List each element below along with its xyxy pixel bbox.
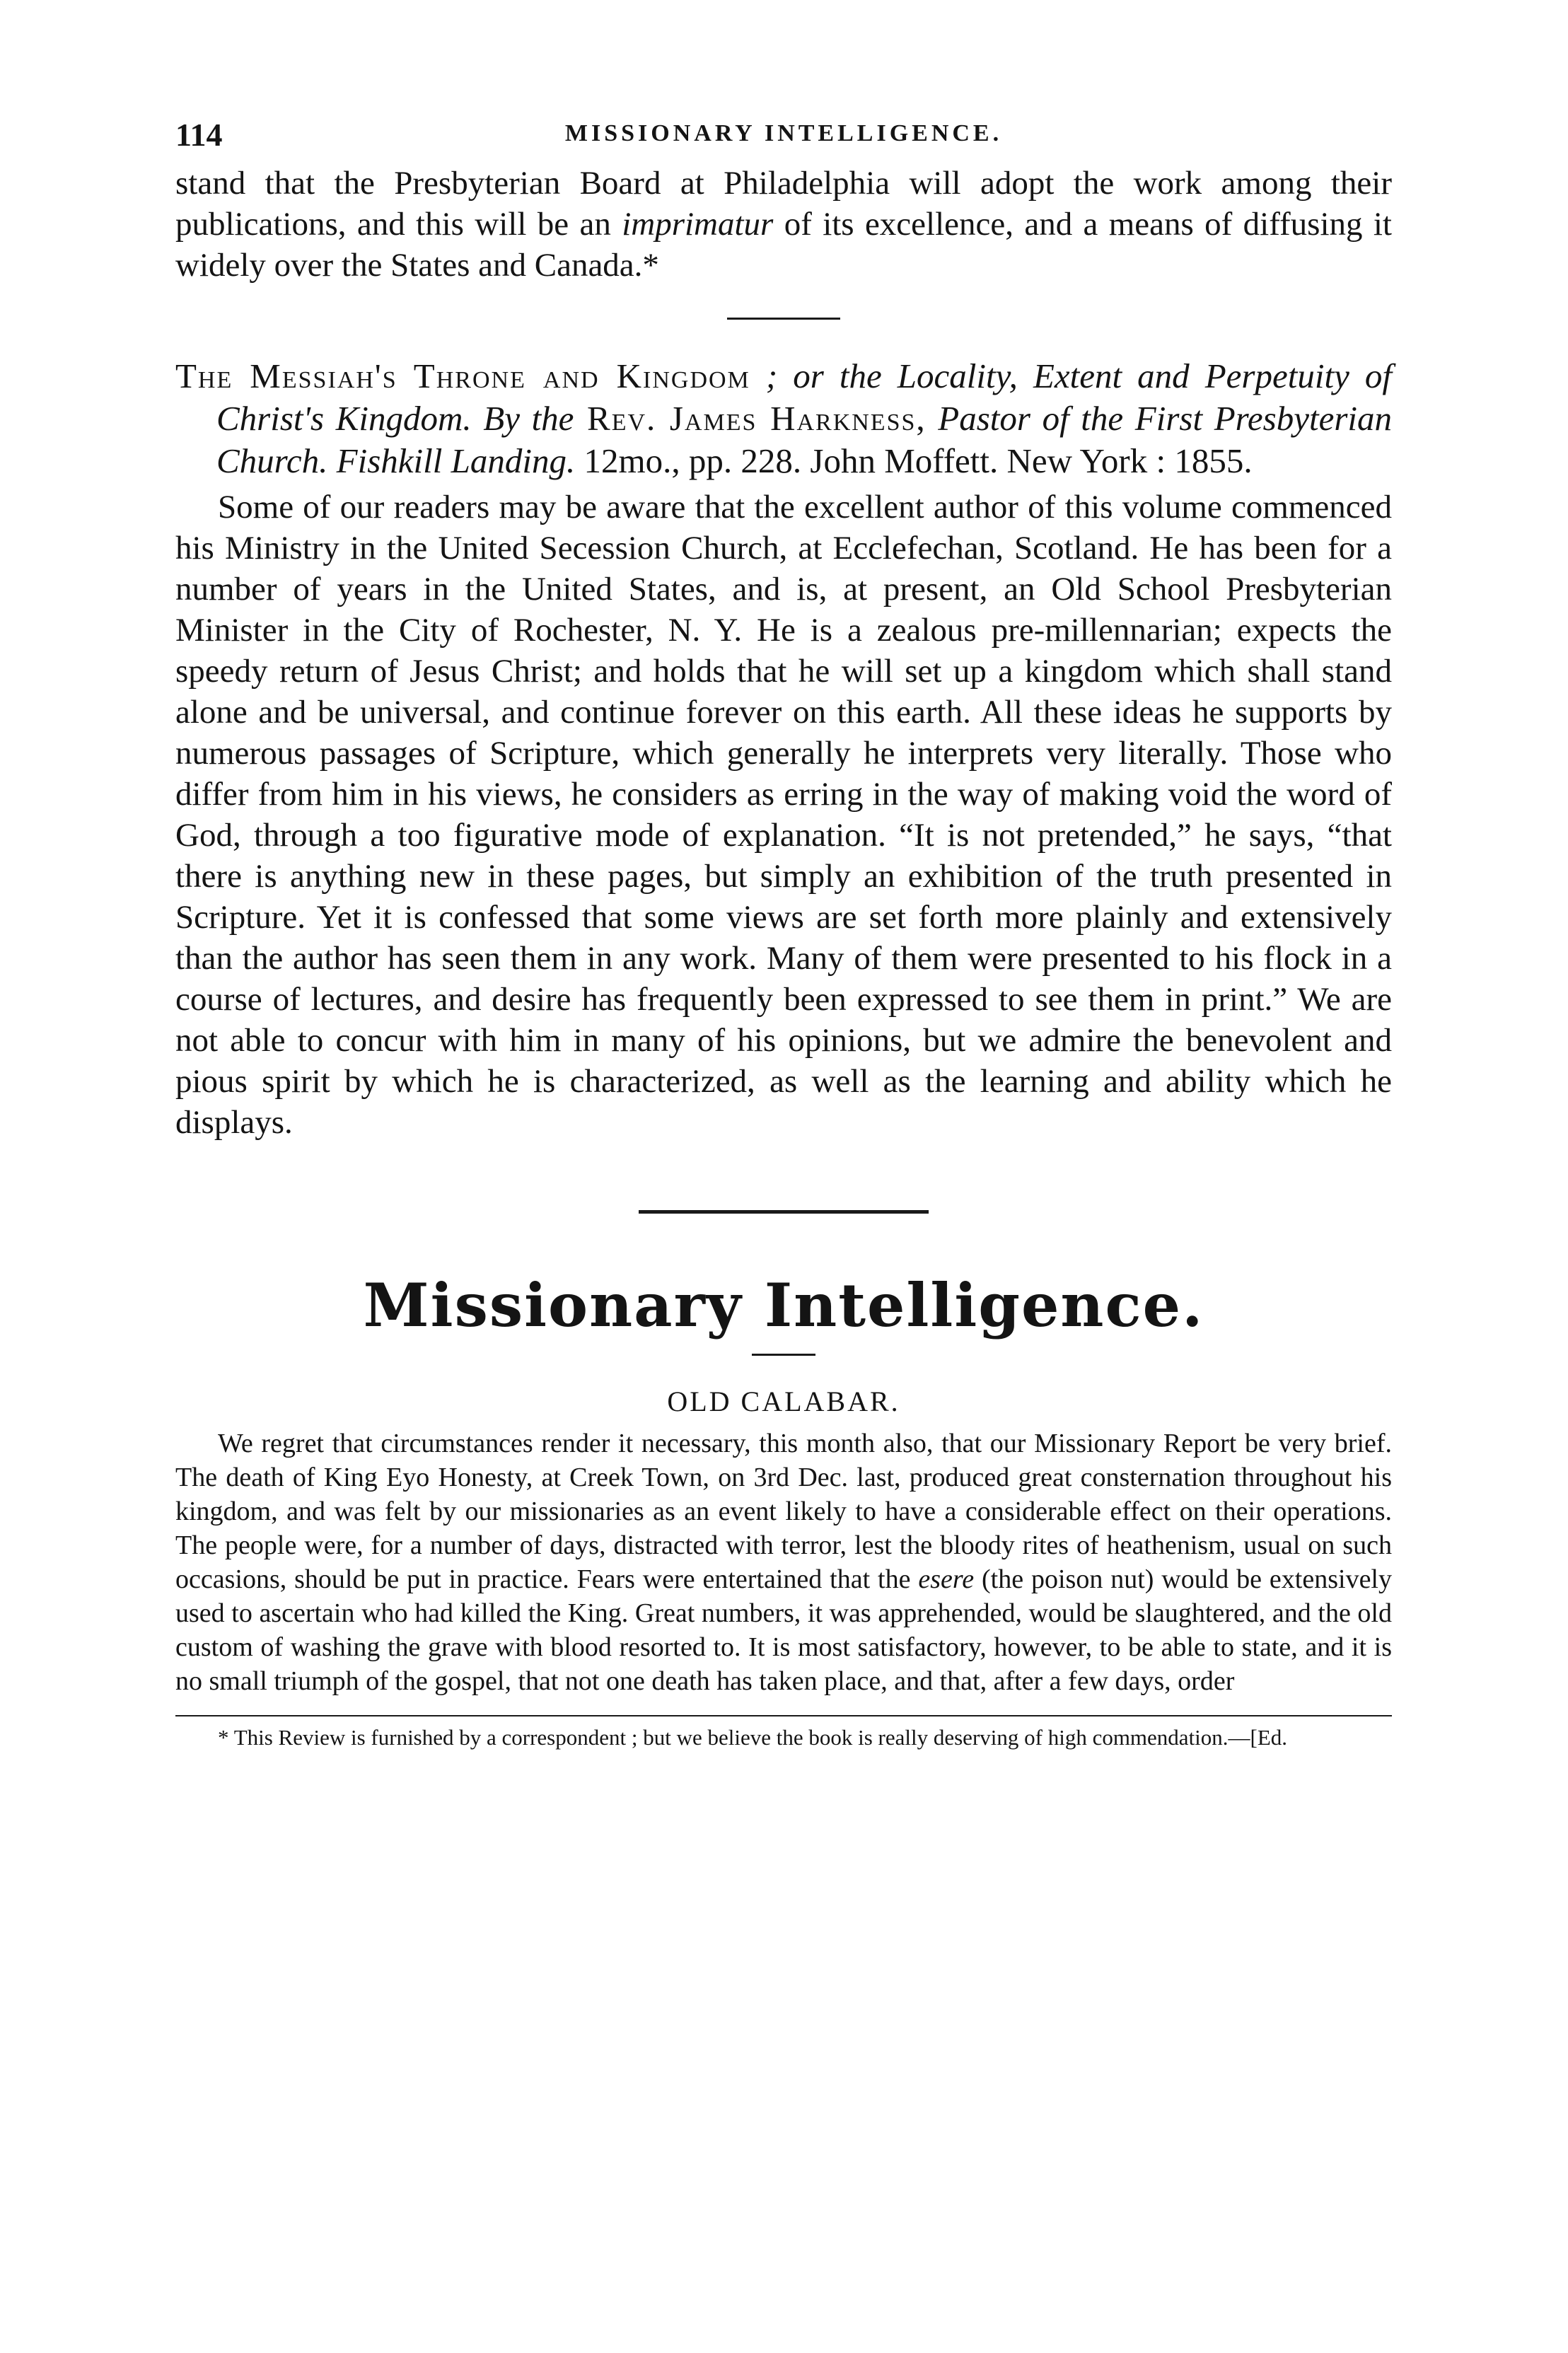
footnote-rule bbox=[175, 1715, 1392, 1716]
footnote: * This Review is furnished by a correspondent ; but we believe the book is really deserving of high commendation.—[Ed. bbox=[218, 1725, 1288, 1750]
book-author-role: Pastor of the First Presbyterian Church. Fishkill Landing. bbox=[216, 399, 1393, 480]
calabar-paragraph: We regret that circumstances render it necessary, this month also, that our Missionary Report be very brief. The death of King Eyo Honesty, at Creek Town, on 3rd Dec. last, produced great consternation throughout his kingdom, and was felt by our missionaries as an event likely to have a considerable effect on their operations. The people were, for a number of days, distracted with terror, lest the bloody rites of heathenism, usual on such occasions, should be put in practice. Fears were entertained that the esere (the poison nut) would be extensively used to ascertain who had killed the King. Great numbers, it was apprehended, would be slaughtered, and the old custom of washing the grave with blood resorted to. It is most satisfactory, however, to be able to state, and it is no small triumph of the gospel, that not one death has taken place, and that, after a few days, order bbox=[175, 1429, 1392, 1696]
running-title: MISSIONARY INTELLIGENCE. bbox=[564, 120, 1003, 146]
running-head bbox=[175, 106, 1392, 163]
section-title: Missionary Intelligence. bbox=[363, 1270, 1204, 1340]
book-title-caps: The Messiah's Throne and Kingdom bbox=[175, 356, 750, 395]
section-subheading: OLD CALABAR. bbox=[667, 1385, 900, 1417]
intro-paragraph: stand that the Presbyterian Board at Philadelphia will adopt the work among their publications, and this will be an imprimatur of its excellence, and a means of diffusing it widely over the States and Canada.* bbox=[175, 165, 1392, 284]
section-divider-rule bbox=[639, 1210, 929, 1214]
book-subtitle: the Locality, Extent and Perpetuity of Christ's Kingdom. By the bbox=[216, 356, 1392, 438]
book-imprint: 12mo., pp. 228. John Moffett. New York : 1855. bbox=[575, 441, 1253, 480]
book-title-separator: ; or bbox=[750, 356, 840, 395]
imprimatur-word: imprimatur bbox=[622, 206, 774, 243]
review-paragraph: Some of our readers may be aware that the excellent author of this volume commenced his Ministry in the United Secession Church, at Ecclefechan, Scotland. He has been for a number of years in the United States, and is, at present, an Old School Presbyterian Minister in the City of Rochester, N. Y. He is a zealous pre-millennarian; expects the speedy return of Jesus Christ; and holds that he will set up a kingdom which shall stand alone and be universal, and continue forever on this earth. All these ideas he supports by numerous passages of Scripture, which generally he interprets very literally. Those who differ from him in his views, he considers as erring in the way of making void the word of God, through a too figurative mode of explanation. “It is not pretended,” he says, “that there is anything new in these pages, but simply an exhibition of the truth presented in Scripture. Yet it is confessed that some views are set forth more plainly and extensively than the author has seen them in any work. Many of them were presented to his flock in a course of lectures, and desire has frequently been expressed to see them in print.” We are not able to concur with him in many of his opinions, but we admire the benevolent and pious spirit by which he is characterized, as well as the learning and ability which he displays. bbox=[175, 489, 1392, 1141]
title-underline-rule bbox=[752, 1354, 815, 1356]
book-author: Rev. James Harkness, bbox=[574, 399, 927, 438]
divider-rule bbox=[727, 318, 840, 320]
review-book-title bbox=[175, 355, 1392, 482]
document-page bbox=[175, 106, 1392, 1752]
page-number: 114 bbox=[175, 117, 223, 153]
esere-word: esere bbox=[918, 1564, 975, 1594]
